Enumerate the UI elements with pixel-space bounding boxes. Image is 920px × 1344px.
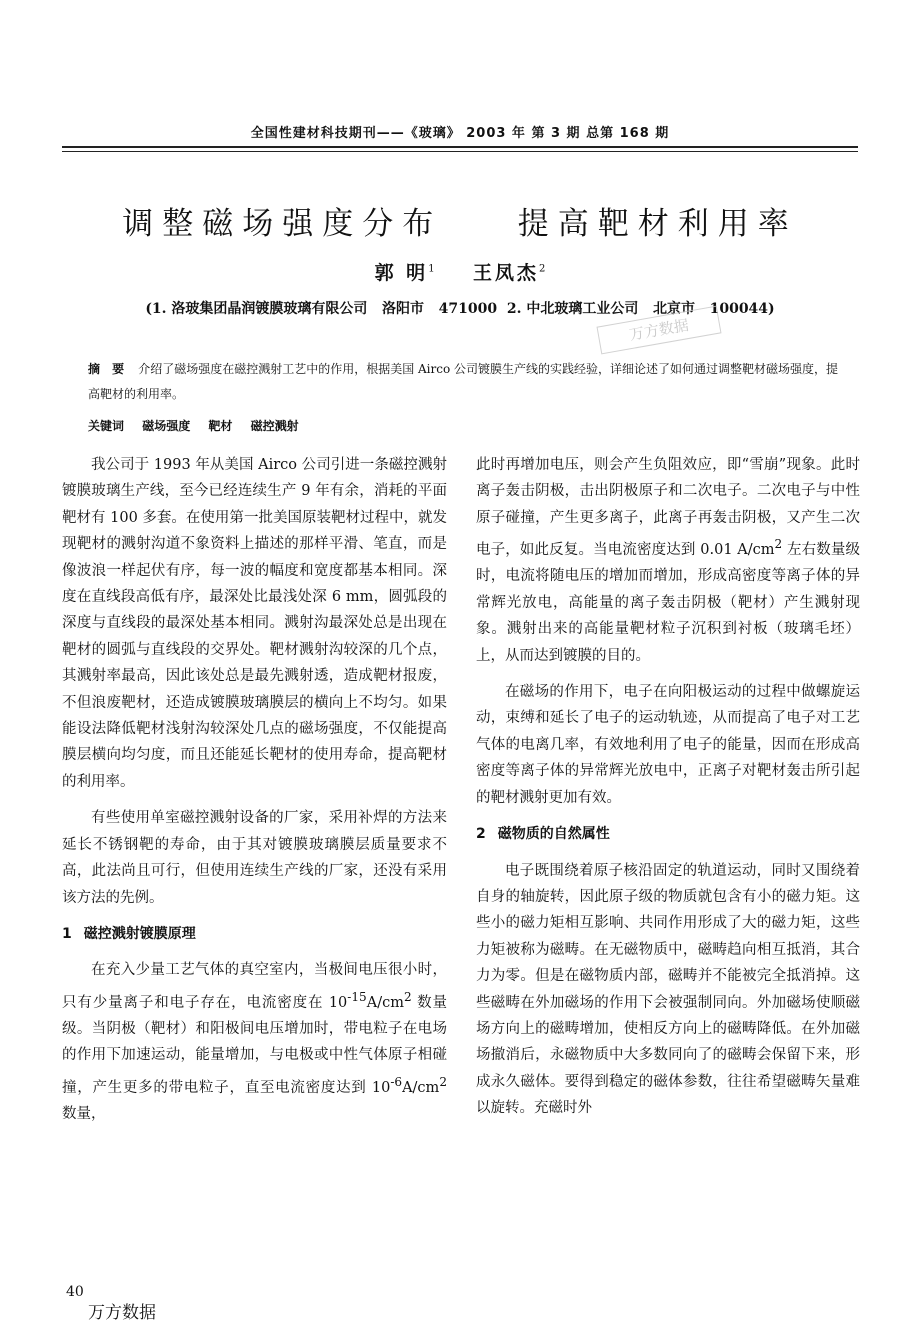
publisher-brand: 万方数据 — [88, 1303, 156, 1323]
running-head: 全国性建材科技期刊——《玻璃》 2003 年 第 3 期 总第 168 期 — [250, 126, 670, 141]
section-heading — [62, 921, 447, 947]
author-affil-mark: 1 — [428, 263, 435, 275]
header-rule-thick — [62, 146, 858, 148]
author-line — [60, 258, 860, 285]
affiliation: (1. 洛玻集团晶润镀膜玻璃有限公司 洛阳市 471000 2. 中北玻璃工业公司 北京市 100044) — [145, 301, 775, 317]
body-column-left — [62, 452, 447, 1137]
keywords — [88, 417, 843, 434]
abstract — [88, 357, 843, 407]
article-title: 调整磁场强度分布 提高靶材利用率 — [122, 206, 798, 242]
keyword: 磁场强度 — [142, 419, 191, 433]
body-paragraph: 在磁场的作用下，电子在向阳极运动的过程中做螺旋运动，束缚和延长了电子的运动轨迹，从而提高了电子对工艺气体的电离几率，有效地利用了电子的能量，因而在形成高密度等离子体的异常辉光放电中，正离子对靶材轰击所引起的靶材溅射更加有效。 — [476, 684, 860, 806]
author-affil-mark: 2 — [539, 263, 546, 275]
section-number: 2 — [476, 826, 486, 843]
section-title: 磁控溅射镀膜原理 — [83, 925, 196, 942]
body-paragraph: 在充入少量工艺气体的真空室内，当极间电压很小时，只有少量离子和电子存在，电流密度在 $10^{-15}A/cm^2$ 数量级。当阴极（靶材）和阳极间电压增加时，带电粒子在电场的作用下加速运动，能量增加，与电极或中性气体原子相碰撞，产生更多的带电粒子，直至电流密度达到 $10^{-6}A/cm^2$ 数量， — [62, 962, 448, 1122]
body-paragraph: 此时再增加电压，则会产生负阻效应，即“雪崩”现象。此时离子轰击阴极，击出阴极原子和二次电子。二次电子与中性原子碰撞，产生更多离子，此离子再轰击阴极，又产生二次电子，如此反复。当电流密度达到 0.01 $A/cm^2$ 左右数量级时，电流将随电压的增加而增加，形成高密度等离子体的异常辉光放电，高能量的离子轰击阴极（靶材）产生溅射现象。溅射出来的高能量靶材粒子沉积到衬板（玻璃毛坯）上，从而达到镀膜的目的。 — [476, 457, 861, 664]
section-number: 1 — [62, 925, 72, 942]
header-rule-thin — [62, 151, 858, 152]
keywords-label: 关键词 — [88, 419, 125, 433]
abstract-text: 介绍了磁场强度在磁控溅射工艺中的作用，根据美国 Airco 公司镀膜生产线的实践经验，详细论述了如何通过调整靶材磁场强度，提高靶材的利用率。 — [88, 362, 839, 401]
abstract-label: 摘 要 — [88, 362, 129, 376]
body-paragraph: 电子既围绕着原子核沿固定的轨道运动，同时又围绕着自身的轴旋转，因此原子级的物质就包含有小的磁力矩。这些小的磁力矩相互影响、共同作用形成了大的磁力矩，这些力矩被称为磁畴。在无磁物质中，磁畴趋向相互抵消，其合力为零。但是在磁物质内部，磁畴并不能被完全抵消掉。这些磁畴在外加磁场的作用下会被强制同向。外加磁场使顺磁场方向上的磁畴增加，使相反方向上的磁畴降低。在外加磁场撤消后，永磁物质中大多数同向了的磁畴会保留下来，形成永久磁体。要得到稳定的磁体参数，往往希望磁畴矢量难以旋转。充磁时外 — [476, 862, 860, 1117]
watermark-stamp: 万方数据 — [596, 306, 721, 355]
keyword: 磁控溅射 — [250, 419, 299, 433]
section-heading — [476, 821, 860, 847]
section-title: 磁物质的自然属性 — [497, 826, 610, 843]
page-number: 40 — [66, 1284, 84, 1300]
body-column-right — [476, 452, 860, 1132]
author-name: 王凤杰 — [473, 262, 540, 284]
body-paragraph: 有些使用单室磁控溅射设备的厂家，采用补焊的方法来延长不锈钢靶的寿命，由于其对镀膜玻璃膜层质量要求不高，此法尚且可行，但使用连续生产线的厂家，还没有采用该方法的先例。 — [62, 810, 447, 906]
author-name: 郭 明 — [374, 262, 429, 284]
body-paragraph: 我公司于 1993 年从美国 Airco 公司引进一条磁控溅射镀膜玻璃生产线，至今已经连续生产 9 年有余，消耗的平面靶材有 100 多套。在使用第一批美国原装靶材过程中，就发现靶材的溅射沟道不象资料上描述的那样平滑、笔直，而是像波浪一样起伏有序，每一波的幅度和宽度都基本相同。深度在直线段高低有序，最深处比最浅处深 6 mm，圆弧段的深度与直线段的最深处基本相同。溅射沟最深处总是出现在靶材的圆弧与直线段的交界处。靶材溅射沟较深的几个点，其溅射率最高，因此该处总是最先溅射透，造成靶材报废，不但浪废靶材，还造成镀膜玻璃膜层的横向上不均匀。如果能设法降低靶材浅射沟较深处几点的磁场强度，不仅能提高膜层横向均匀度，而且还能延长靶材的使用寿命，提高靶材的利用率。 — [62, 457, 447, 790]
keyword: 靶材 — [208, 419, 233, 433]
